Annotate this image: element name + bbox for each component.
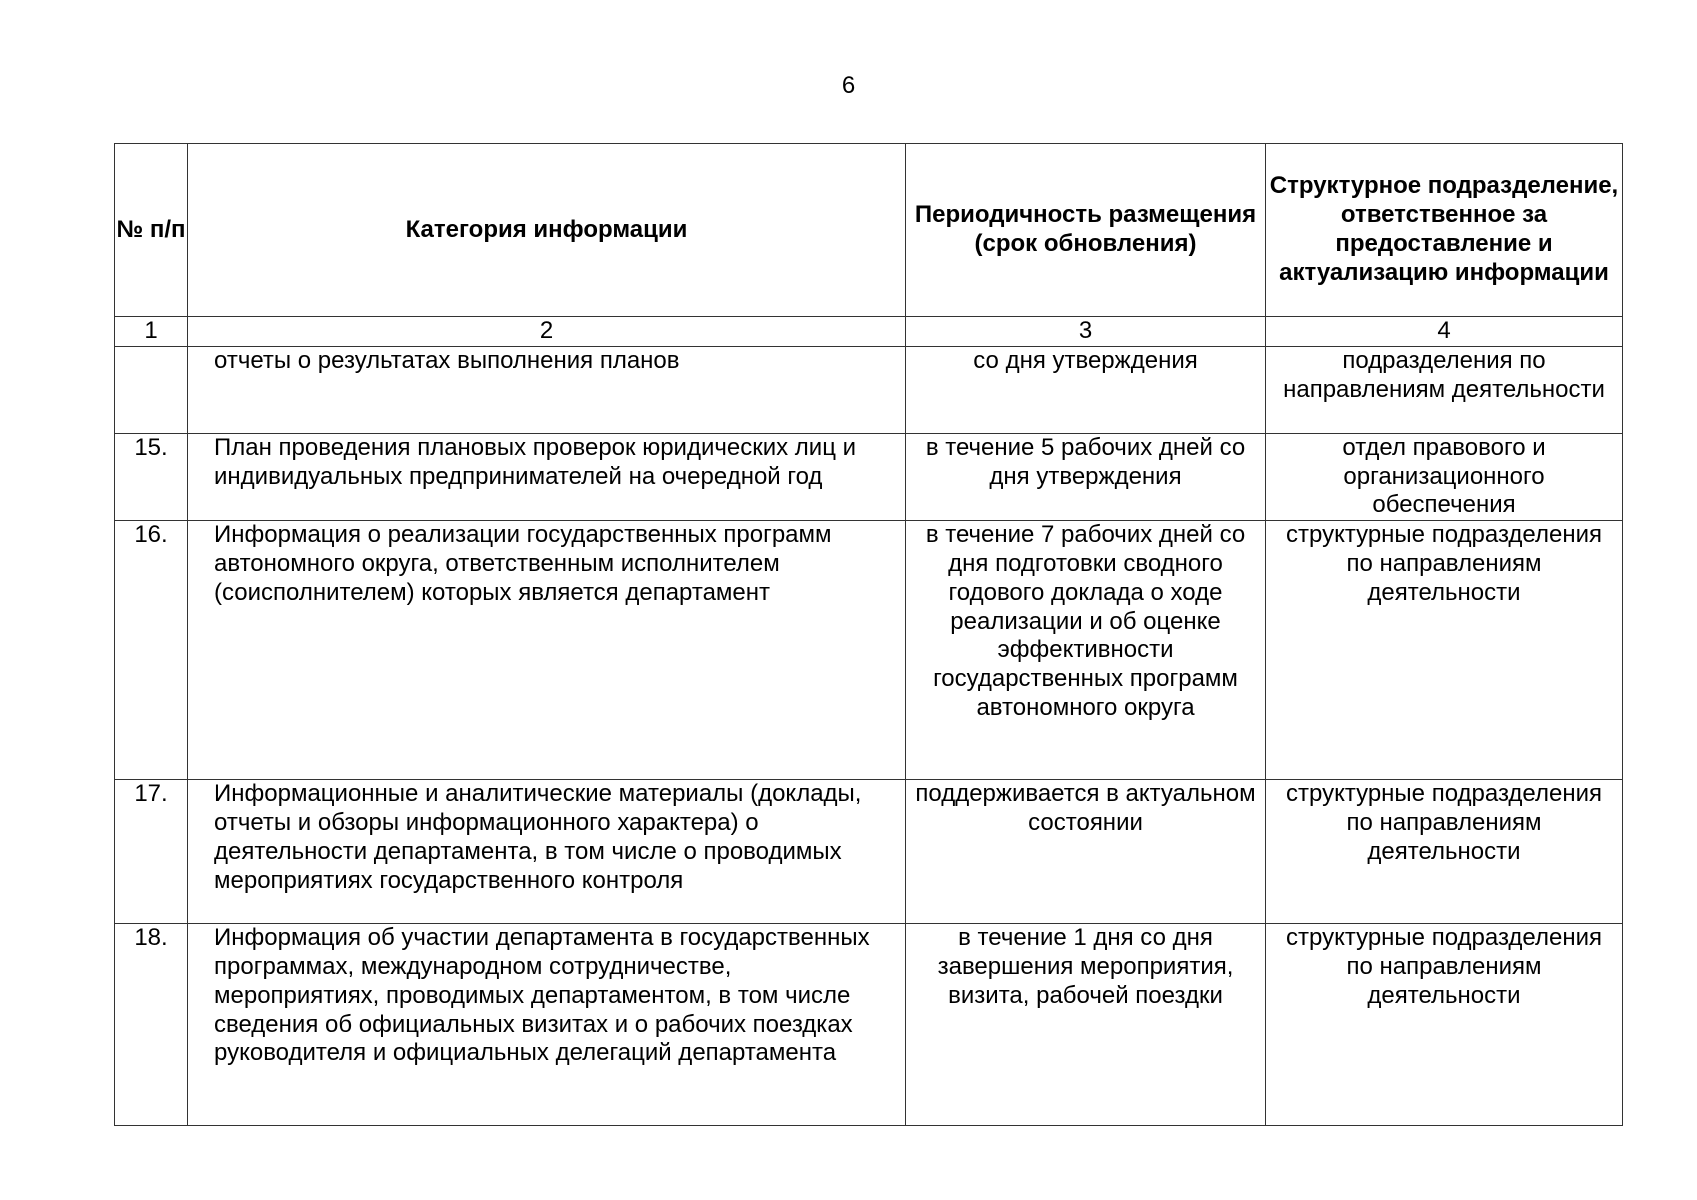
row-category: отчеты о результатах выполнения планов — [188, 346, 906, 433]
table-row — [115, 433, 1623, 520]
header-num: № п/п — [115, 144, 188, 317]
row-periodicity: в течение 1 дня со дня завершения мероприятия, визита, рабочей поездки — [906, 924, 1266, 1126]
row-periodicity: в течение 5 рабочих дней со дня утверждения — [906, 433, 1266, 520]
column-number: 4 — [1266, 317, 1623, 347]
column-number-row — [115, 317, 1623, 347]
row-number: 17. — [115, 780, 188, 924]
table-row — [115, 346, 1623, 433]
row-number — [115, 346, 188, 433]
column-number: 3 — [906, 317, 1266, 347]
row-category: Информационные и аналитические материалы (доклады, отчеты и обзоры информационного характера) о деятельности департамента, в том числе о проводимых мероприятиях государственного контроля — [188, 780, 906, 924]
information-table — [114, 143, 1623, 1126]
header-periodicity: Периодичность размещения (срок обновления) — [906, 144, 1266, 317]
row-category: План проведения плановых проверок юридических лиц и индивидуальных предпринимателей на очередной год — [188, 433, 906, 520]
row-category: Информация об участии департамента в государственных программах, международном сотрудничестве, мероприятиях, проводимых департаментом, в том числе сведения об официальных визитах и о рабочих поездках руководителя и официальных делегаций департамента — [188, 924, 906, 1126]
row-number: 18. — [115, 924, 188, 1126]
page-number: 6 — [841, 72, 856, 99]
row-periodicity: в течение 7 рабочих дней со дня подготовки сводного годового доклада о ходе реализации и об оценке эффективности государственных программ автономного округа — [906, 521, 1266, 780]
row-department: структурные подразделения по направлениям деятельности — [1266, 924, 1623, 1126]
row-department: подразделения по направлениям деятельности — [1266, 346, 1623, 433]
column-number: 1 — [115, 317, 188, 347]
row-category: Информация о реализации государственных программ автономного округа, ответственным исполнителем (соисполнителем) которых является департамент — [188, 521, 906, 780]
table-row — [115, 780, 1623, 924]
row-department: отдел правового и организационного обеспечения — [1266, 433, 1623, 520]
header-department: Структурное подразделение, ответственное за предоставление и актуализацию информации — [1266, 144, 1623, 317]
table-row — [115, 924, 1623, 1126]
row-periodicity: поддерживается в актуальном состоянии — [906, 780, 1266, 924]
row-periodicity: со дня утверждения — [906, 346, 1266, 433]
header-row — [115, 144, 1623, 317]
row-number: 16. — [115, 521, 188, 780]
row-department: структурные подразделения по направлениям деятельности — [1266, 780, 1623, 924]
row-department: структурные подразделения по направлениям деятельности — [1266, 521, 1623, 780]
row-number: 15. — [115, 433, 188, 520]
table-row — [115, 521, 1623, 780]
column-number: 2 — [188, 317, 906, 347]
header-category: Категория информации — [188, 144, 906, 317]
